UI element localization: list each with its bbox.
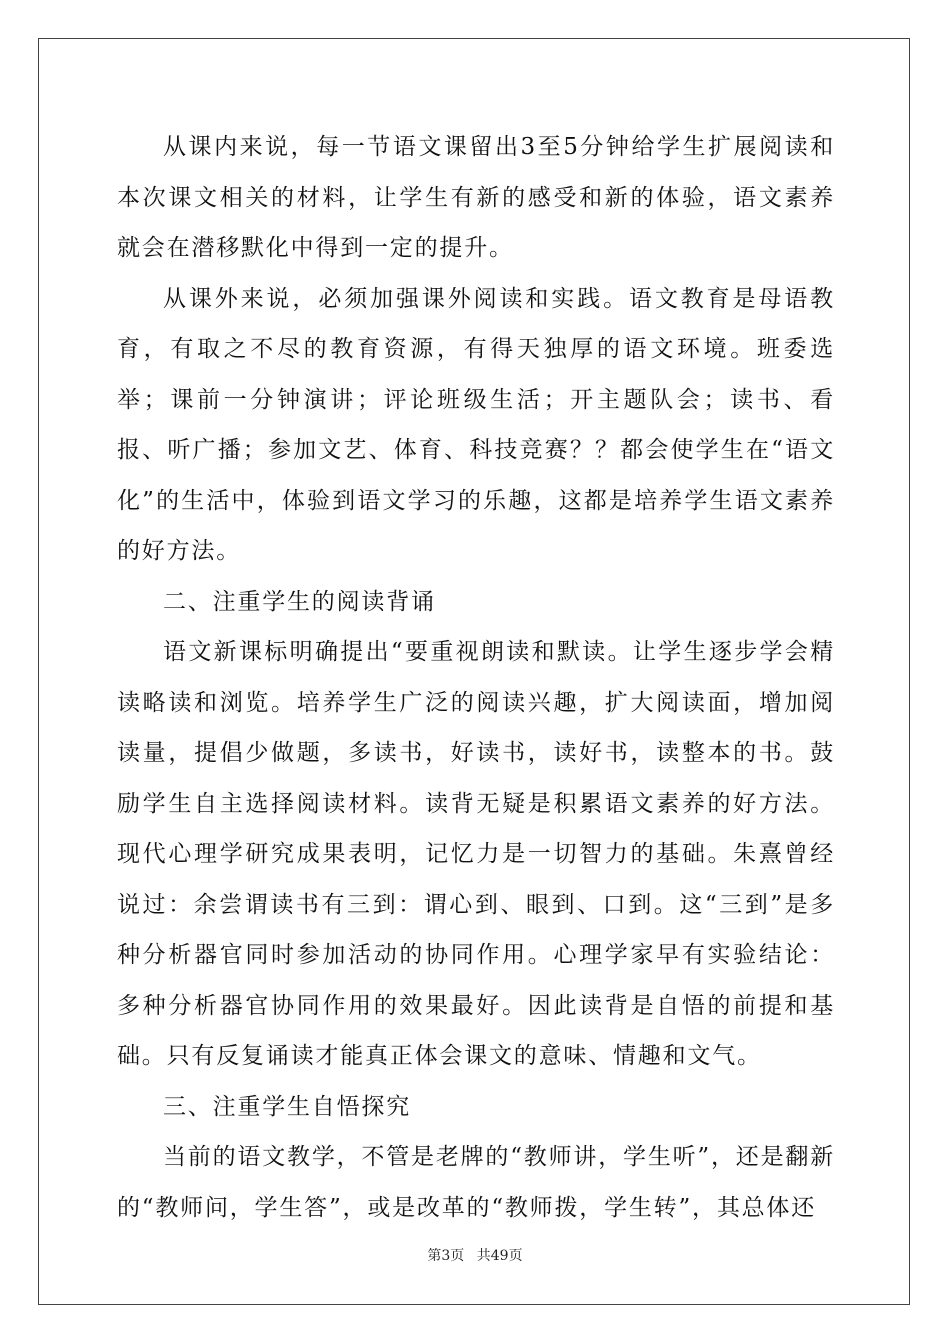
- document-body: [117, 122, 835, 1233]
- page-footer: [0, 1245, 950, 1265]
- heading-section-two: 二、注重学生的阅读背诵: [163, 588, 436, 615]
- paragraph-extracurricular-reading: 从课外来说，必须加强课外阅读和实践。语文教育是母语教育，有取之不尽的教育资源，有得天独厚的语文环境。班委选举；课前一分钟演讲；评论班级生活；开主题队会；读书、看报、听广播；参加文艺、体育、科技竞赛？？都会使学生在“语文化”的生活中，体验到语文学习的乐趣，这都是培养学生语文素养的好方法。: [117, 285, 835, 564]
- paragraph-in-class-reading: 从课内来说，每一节语文课留出3至5分钟给学生扩展阅读和本次课文相关的材料，让学生有新的感受和新的体验，语文素养就会在潜移默化中得到一定的提升。: [117, 134, 835, 261]
- paragraph-self-inquiry: 当前的语文教学，不管是老牌的“教师讲，学生听”，还是翻新的“教师问，学生答”，或是改革的“教师拨，学生转”，其总体还: [117, 1144, 835, 1221]
- paragraph-reading-recitation: 语文新课标明确提出“要重视朗读和默读。让学生逐步学会精读略读和浏览。培养学生广泛的阅读兴趣，扩大阅读面，增加阅读量，提倡少做题，多读书，好读书，读好书，读整本的书。鼓励学生自主选择阅读材料。读背无疑是积累语文素养的好方法。现代心理学研究成果表明，记忆力是一切智力的基础。朱熹曾经说过：余尝谓读书有三到：谓心到、眼到、口到。这“三到”是多种分析器官同时参加活动的协同作用。心理学家早有实验结论：多种分析器官协同作用的效果最好。因此读背是自悟的前提和基础。只有反复诵读才能真正体会课文的意味、情趣和文气。: [117, 639, 835, 1069]
- heading-section-three: 三、注重学生自悟探究: [163, 1093, 411, 1120]
- total-pages: 共49页: [476, 1248, 523, 1264]
- page-number: 第3页: [427, 1248, 465, 1264]
